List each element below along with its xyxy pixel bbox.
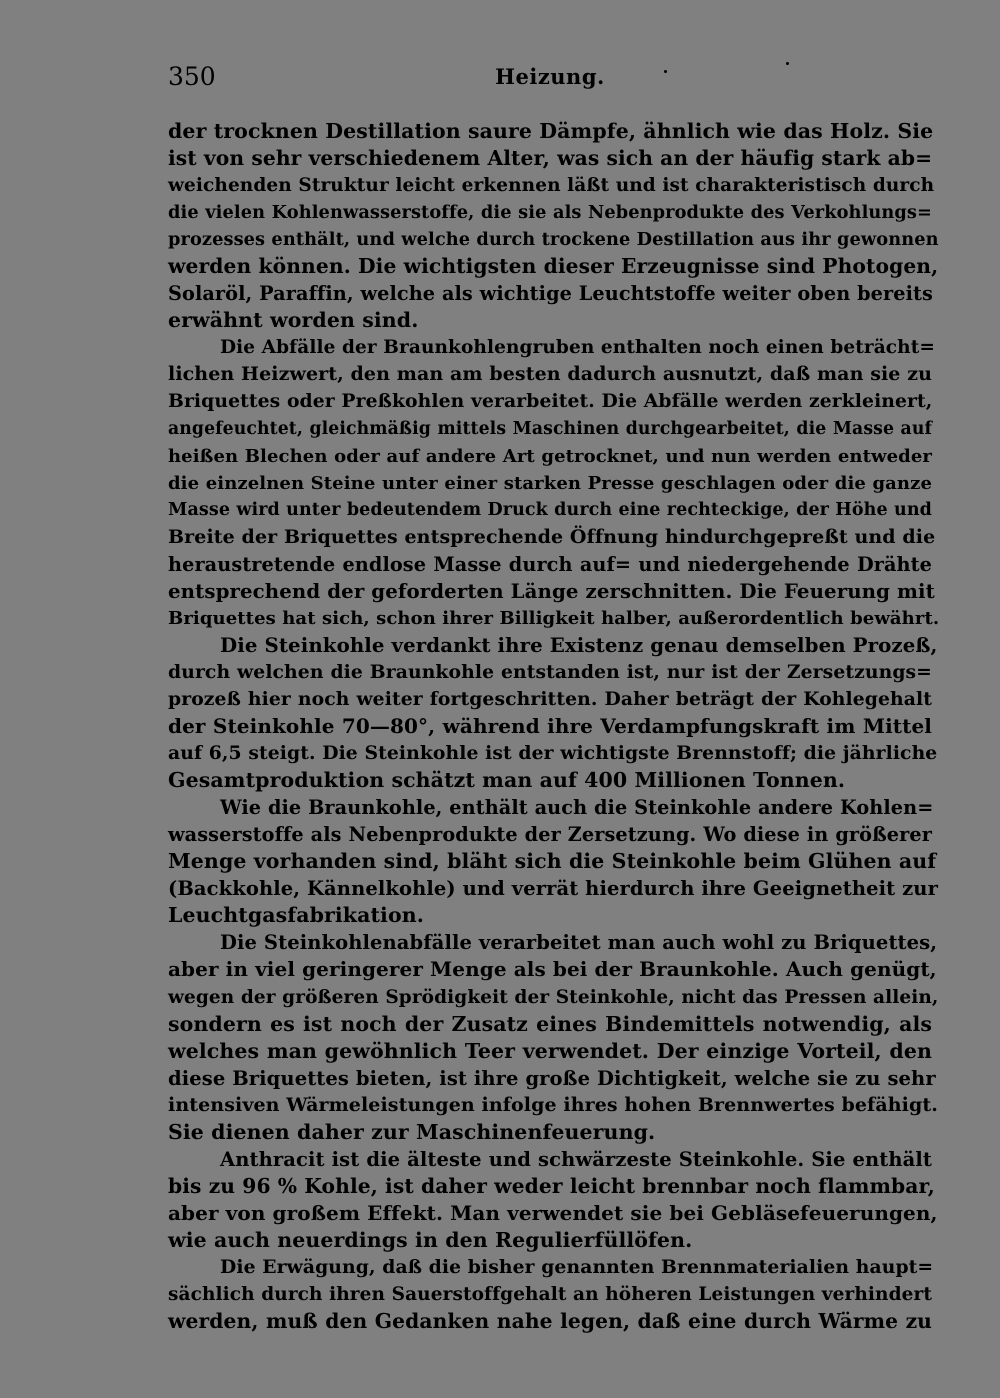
text-line: Briquettes oder Preßkohlen verarbeitet. Die Abfälle werden zerkleinert, [168, 390, 933, 413]
text-line: durch welchen die Braunkohle entstanden ist, nur ist der Zersetzungs= [168, 660, 932, 683]
paragraph-start-line: Anthracit ist die älteste und schwärzeste Steinkohle. Sie enthält [220, 1147, 932, 1171]
text-line: welches man gewöhnlich Teer verwendet. Der einzige Vorteil, den [168, 1038, 932, 1063]
text-line: Menge vorhanden sind, bläht sich die Steinkohle beim Glühen auf [168, 849, 937, 874]
text-line: der trocknen Destillation saure Dämpfe, ähnlich wie das Holz. Sie [168, 119, 934, 143]
text-line: prozeß hier noch weiter fortgeschritten. Daher beträgt der Kohlegehalt [168, 687, 932, 710]
text-line: Sie dienen daher zur Maschinenfeuerung. [168, 1119, 656, 1144]
paragraph-start-line: Die Steinkohle verdankt ihre Existenz genau demselben Prozeß, [220, 632, 938, 657]
paragraph-start-line: Die Erwägung, daß die bisher genannten Brennmaterialien haupt= [220, 1255, 934, 1278]
text-line: auf 6,5 steigt. Die Steinkohle ist der wichtigste Brennstoff; die jährliche [168, 742, 938, 765]
text-line: weichenden Struktur leicht erkennen läßt und ist charakteristisch durch [168, 175, 935, 197]
paragraph-start-line: Die Abfälle der Braunkohlengruben enthalten noch einen beträcht= [220, 337, 935, 359]
text-line: sondern es ist noch der Zusatz eines Bindemittels notwendig, als [168, 1011, 932, 1036]
text-line: wie auch neuerdings in den Regulierfüllöfen. [168, 1227, 693, 1252]
text-line: angefeuchtet, gleichmäßig mittels Maschinen durchgearbeitet, die Masse auf [168, 418, 932, 439]
text-line: aber in viel geringerer Menge als bei der Braunkohle. Auch genügt, [168, 957, 937, 982]
text-line: die vielen Kohlenwasserstoffe, die sie als Nebenprodukte des Verkohlungs= [168, 202, 932, 224]
text-line: der Steinkohle 70—80°, während ihre Verdampfungskraft im Mittel [168, 714, 932, 739]
print-speck [786, 62, 789, 65]
text-line: bis zu 96 % Kohle, ist daher weder leicht brennbar noch flammbar, [168, 1173, 935, 1198]
page-number: 350 [168, 62, 216, 91]
text-line: Briquettes hat sich, schon ihrer Billigkeit halber, außerordentlich bewährt. [168, 607, 940, 629]
print-speck [664, 70, 667, 73]
text-line: aber von großem Effekt. Man verwendet sie bei Gebläsefeuerungen, [168, 1200, 938, 1225]
text-line: (Backkohle, Kännelkohle) und verrät hierdurch ihre Geeignetheit zur [168, 877, 938, 901]
running-title: Heizung. [495, 64, 605, 89]
text-line: sächlich durch ihren Sauerstoffgehalt an höheren Leistungen verhindert [168, 1284, 932, 1306]
paragraph-start-line: Wie die Braunkohle, enthält auch die Steinkohle andere Kohlen= [220, 796, 934, 820]
text-line: diese Briquettes bieten, ist ihre große Dichtigkeit, welche sie zu sehr [168, 1066, 936, 1090]
text-line: Masse wird unter bedeutendem Druck durch eine rechteckige, der Höhe und [168, 499, 932, 520]
text-line: entsprechend der geforderten Länge zerschnitten. Die Feuerung mit [168, 578, 935, 603]
text-line: erwähnt worden sind. [168, 308, 419, 333]
text-line: heraustretende endlose Masse durch auf= und niedergehende Drähte [168, 552, 932, 576]
text-line: wegen der größeren Sprödigkeit der Steinkohle, nicht das Pressen allein, [168, 986, 939, 1008]
text-line: prozesses enthält, und welche durch trockene Destillation aus ihr gewonnen [168, 229, 939, 251]
page-header [168, 62, 932, 102]
text-line: heißen Blechen oder auf andere Art getrocknet, und nun werden entweder [168, 445, 932, 467]
text-line: werden, muß den Gedanken nahe legen, daß eine durch Wärme zu [168, 1309, 932, 1334]
text-line: Solaröl, Paraffin, welche als wichtige Leuchtstoffe weiter oben bereits [168, 282, 933, 306]
text-line: intensiven Wärmeleistungen infolge ihres hohen Brennwertes befähigt. [168, 1093, 938, 1116]
paragraph-start-line: Die Steinkohlenabfälle verarbeitet man auch wohl zu Briquettes, [220, 931, 938, 955]
text-line: Gesamtproduktion schätzt man auf 400 Millionen Tonnen. [168, 768, 846, 793]
text-line: ist von sehr verschiedenem Alter, was sich an der häufig stark ab= [168, 146, 933, 171]
body-text [168, 118, 940, 1335]
text-line: Leuchtgasfabrikation. [168, 903, 424, 928]
text-line: die einzelnen Steine unter einer starken Presse geschlagen oder die ganze [168, 472, 932, 494]
text-line: werden können. Die wichtigsten dieser Erzeugnisse sind Photogen, [168, 254, 939, 279]
text-line: Breite der Briquettes entsprechende Öffnung hindurchgepreßt und die [168, 525, 936, 548]
text-line: wasserstoffe als Nebenprodukte der Zersetzung. Wo diese in größerer [168, 823, 932, 847]
text-line: lichen Heizwert, den man am besten dadurch ausnutzt, daß man sie zu [168, 363, 933, 386]
